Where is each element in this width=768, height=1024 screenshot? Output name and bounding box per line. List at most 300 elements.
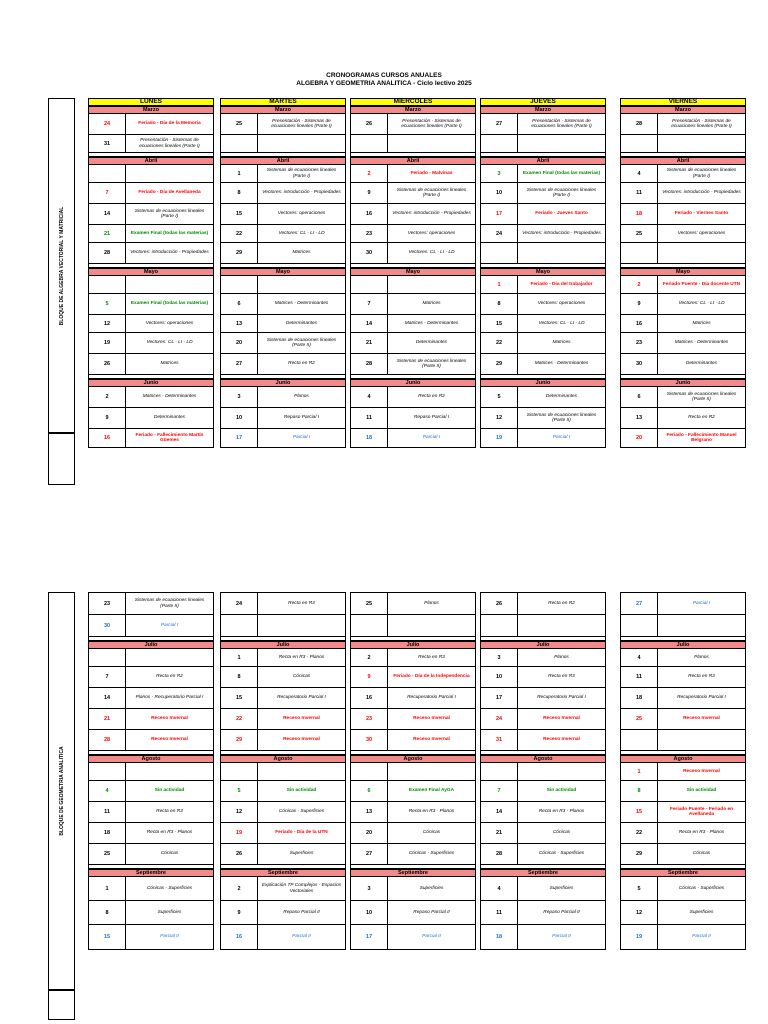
schedule-row: [351, 408, 475, 429]
schedule-row: [621, 387, 745, 408]
class-topic: Matrices: [552, 340, 571, 346]
class-topic: Superficies: [689, 909, 714, 915]
class-topic: [518, 615, 605, 636]
date-number: 1: [89, 877, 126, 900]
schedule-row: [221, 114, 345, 135]
title-line-2: ALGEBRA Y GEOMETRIA ANALITICA - Ciclo lectivo 2025: [296, 80, 472, 87]
class-topic: Planos: [424, 600, 439, 606]
schedule-row: [481, 688, 605, 709]
date-number: 19: [481, 429, 518, 447]
date-number: 6: [621, 387, 658, 407]
month-header: Junio: [221, 379, 345, 387]
day-header: JUEVES: [481, 98, 605, 106]
date-number: 6: [221, 294, 258, 314]
date-number: 9: [351, 667, 388, 687]
date-number: 13: [351, 802, 388, 822]
date-number: 3: [221, 387, 258, 407]
schedule-row: [481, 408, 605, 429]
class-topic: Matrices - Determinantes: [674, 340, 729, 346]
class-topic: Recta en R3: [418, 654, 445, 660]
class-topic: [518, 243, 605, 263]
month-header: Agosto: [89, 755, 213, 763]
class-topic: Repaso Parcial I: [283, 415, 320, 421]
class-topic: Matrices - Determinantes: [534, 361, 589, 367]
date-number: 5: [621, 877, 658, 900]
date-number: 31: [481, 730, 518, 750]
class-topic: Matrices - Determinantes: [274, 301, 329, 307]
class-topic: Determinantes: [415, 340, 448, 346]
date-number: 4: [351, 387, 388, 407]
date-number: [621, 615, 658, 636]
schedule-row: [221, 315, 345, 333]
schedule-row: [351, 667, 475, 688]
date-number: 26: [351, 114, 388, 134]
date-number: 25: [351, 593, 388, 614]
class-topic: Receso Invernal: [413, 737, 450, 743]
class-topic: [258, 135, 345, 152]
date-number: 16: [89, 429, 126, 447]
date-number: 25: [621, 709, 658, 729]
date-number: 29: [481, 354, 518, 374]
class-topic: Examen Final (todas las materias): [130, 301, 209, 307]
class-topic: [126, 649, 213, 666]
date-number: 7: [89, 667, 126, 687]
date-number: 18: [351, 429, 388, 447]
schedule-row: [221, 823, 345, 844]
class-topic: Recta en R3: [688, 674, 715, 680]
date-number: 25: [621, 225, 658, 242]
schedule-row: [621, 709, 745, 730]
date-number: [621, 730, 658, 750]
class-topic: Feriado - Fallecimiento Martín Güemes: [135, 432, 204, 443]
class-topic: Examen Final AyGA: [408, 788, 455, 794]
class-topic: Planos - Recuperatorio Parcial I: [135, 695, 204, 701]
month-header: Agosto: [621, 755, 745, 763]
day-column: [480, 592, 606, 950]
schedule-row: [89, 225, 213, 243]
class-topic: Recta en R3 - Planos: [538, 809, 585, 815]
class-topic: Presentación - Sistemas de ecuaciones lineales (Parte I): [531, 118, 592, 129]
schedule-row: [221, 408, 345, 429]
schedule-row: [481, 294, 605, 315]
date-number: 2: [351, 165, 388, 182]
date-number: 11: [621, 183, 658, 203]
date-number: 3: [351, 877, 388, 900]
schedule-row: [621, 802, 745, 823]
day-header: MARTES: [221, 98, 345, 106]
schedule-row: [621, 925, 745, 949]
date-number: 8: [221, 667, 258, 687]
schedule-row: [221, 763, 345, 781]
class-topic: Recta en R3 - Planos: [678, 830, 725, 836]
date-number: 18: [621, 204, 658, 224]
date-number: [481, 243, 518, 263]
month-header: Septiembre: [481, 869, 605, 877]
date-number: 30: [351, 730, 388, 750]
day-header: MIERCOLES: [351, 98, 475, 106]
class-topic: Parcial I: [692, 600, 711, 606]
schedule-row: [621, 135, 745, 153]
date-number: 11: [621, 667, 658, 687]
date-number: 10: [351, 901, 388, 924]
class-topic: Superficies: [549, 885, 574, 891]
document-title: [0, 72, 768, 88]
schedule-row: [621, 276, 745, 294]
month-header: Abril: [481, 157, 605, 165]
date-number: 4: [621, 165, 658, 182]
schedule-row: [221, 204, 345, 225]
date-number: 15: [481, 315, 518, 332]
class-topic: Recta en R3 - Planos: [146, 830, 193, 836]
schedule-row: [221, 183, 345, 204]
class-topic: Cónicas - Superficies: [278, 809, 325, 815]
schedule-row: [481, 781, 605, 802]
schedule-row: [89, 183, 213, 204]
schedule-row: [621, 225, 745, 243]
date-number: 9: [351, 183, 388, 203]
month-header: Septiembre: [621, 869, 745, 877]
schedule-row: [89, 877, 213, 901]
date-number: 28: [481, 844, 518, 864]
schedule-row: [621, 243, 745, 264]
day-header: LUNES: [89, 98, 213, 106]
schedule-row: [221, 294, 345, 315]
class-topic: Recta en R3: [548, 674, 575, 680]
date-number: [221, 135, 258, 152]
schedule-row: [481, 183, 605, 204]
schedule-row: [621, 294, 745, 315]
schedule-row: [89, 593, 213, 615]
class-topic: Receso Invernal: [283, 737, 320, 743]
date-number: [351, 135, 388, 152]
schedule-row: [351, 802, 475, 823]
date-number: 28: [621, 114, 658, 134]
month-header: Julio: [351, 641, 475, 649]
class-topic: [658, 730, 745, 750]
date-number: 27: [621, 593, 658, 614]
class-topic: [658, 135, 745, 152]
date-number: 26: [221, 844, 258, 864]
schedule-row: [89, 925, 213, 949]
class-topic: Presentación - Sistemas de ecuaciones lineales (Parte I): [139, 138, 200, 149]
schedule-row: [621, 823, 745, 844]
date-number: 3: [481, 165, 518, 182]
date-number: 25: [89, 844, 126, 864]
class-topic: [258, 615, 345, 636]
class-topic: Repaso Parcial II: [283, 909, 320, 915]
date-number: 21: [351, 333, 388, 353]
class-topic: Presentación - Sistemas de ecuaciones lineales (Parte I): [401, 118, 462, 129]
schedule-row: [89, 709, 213, 730]
schedule-row: [89, 901, 213, 925]
schedule-row: [221, 354, 345, 375]
date-number: 24: [481, 225, 518, 242]
date-number: [481, 135, 518, 152]
schedule-row: [481, 315, 605, 333]
schedule-row: [221, 667, 345, 688]
class-topic: Cónicas: [692, 851, 711, 857]
month-header: Abril: [351, 157, 475, 165]
schedule-row: [221, 225, 345, 243]
schedule-row: [221, 709, 345, 730]
month-header: Julio: [89, 641, 213, 649]
class-topic: Parcial I: [552, 435, 571, 441]
class-topic: Repaso Parcial II: [413, 909, 450, 915]
schedule-row: [621, 429, 745, 447]
schedule-row: [621, 781, 745, 802]
date-number: 7: [89, 183, 126, 203]
schedule-row: [89, 135, 213, 153]
schedule-row: [481, 165, 605, 183]
date-number: [621, 135, 658, 152]
class-topic: Determinantes: [285, 320, 318, 326]
month-header: Julio: [481, 641, 605, 649]
date-number: [351, 615, 388, 636]
date-number: 23: [351, 709, 388, 729]
class-topic: Recta en R3: [156, 809, 183, 815]
date-number: 27: [221, 354, 258, 374]
date-number: 10: [481, 667, 518, 687]
date-number: 12: [89, 315, 126, 332]
date-number: 24: [221, 593, 258, 614]
schedule-row: [481, 204, 605, 225]
class-topic: Receso Invernal: [543, 716, 580, 722]
class-topic: Parcial II: [692, 934, 711, 940]
class-topic: Matrices: [160, 361, 179, 367]
date-number: 9: [89, 408, 126, 428]
class-topic: [258, 763, 345, 780]
class-topic: Examen Final (todas las materias): [130, 230, 209, 236]
date-number: 18: [481, 925, 518, 949]
date-number: 29: [221, 730, 258, 750]
date-number: 2: [621, 276, 658, 293]
class-topic: Cónicas - Superficies: [538, 851, 585, 857]
class-topic: [658, 243, 745, 263]
schedule-row: [221, 781, 345, 802]
class-topic: Feriado Puente - Día docente UTN: [662, 281, 741, 287]
date-number: 23: [351, 225, 388, 242]
class-topic: Recuperatorio Parcial I: [677, 695, 726, 701]
class-topic: Planos: [294, 394, 309, 400]
date-number: 20: [351, 823, 388, 843]
class-topic: Superficies: [419, 885, 444, 891]
date-number: 24: [89, 114, 126, 134]
class-topic: Parcial I: [160, 622, 179, 628]
class-topic: Cónicas: [422, 830, 441, 836]
class-topic: Superficies: [157, 909, 182, 915]
schedule-row: [481, 225, 605, 243]
class-topic: Determinantes: [545, 394, 578, 400]
date-number: 16: [351, 204, 388, 224]
date-number: 16: [351, 688, 388, 708]
class-topic: Feriado Puente - Feriado en Avellaneda: [669, 806, 734, 817]
schedule-row: [351, 844, 475, 865]
date-number: 1: [481, 276, 518, 293]
schedule-row: [621, 844, 745, 865]
class-topic: [388, 615, 475, 636]
class-topic: Cónicas: [552, 830, 571, 836]
month-header: Marzo: [481, 106, 605, 114]
class-topic: [518, 135, 605, 152]
schedule-row: [351, 781, 475, 802]
schedule-row: [621, 333, 745, 354]
month-header: Mayo: [221, 268, 345, 276]
class-topic: [658, 615, 745, 636]
schedule-row: [221, 333, 345, 354]
schedule-row: [621, 114, 745, 135]
schedule-row: [351, 387, 475, 408]
date-number: 12: [481, 408, 518, 428]
schedule-row: [481, 730, 605, 751]
date-number: 10: [221, 408, 258, 428]
class-topic: Sin actividad: [154, 788, 185, 794]
class-topic: Presentación - Sistemas de ecuaciones lineales (Parte I): [271, 118, 332, 129]
schedule-row: [351, 429, 475, 447]
class-topic: Recta en R2: [288, 361, 315, 367]
schedule-row: [221, 802, 345, 823]
class-topic: Receso Invernal: [283, 716, 320, 722]
schedule-row: [481, 877, 605, 901]
class-topic: Sistemas de ecuaciones lineales (Parte II): [666, 391, 737, 402]
date-number: 30: [89, 615, 126, 636]
date-number: 19: [89, 333, 126, 353]
class-topic: [388, 276, 475, 293]
date-number: [351, 276, 388, 293]
schedule-row: [221, 901, 345, 925]
schedule-row: [221, 649, 345, 667]
class-topic: Parcial II: [160, 934, 179, 940]
date-number: 11: [481, 901, 518, 924]
date-number: 1: [221, 649, 258, 666]
schedule-row: [221, 276, 345, 294]
schedule-row: [89, 667, 213, 688]
class-topic: Explicación TP Complejos - Espacios Vectoriales: [261, 883, 342, 894]
schedule-row: [89, 294, 213, 315]
class-topic: Vectores: operaciones: [677, 230, 726, 236]
date-number: 31: [89, 135, 126, 152]
class-topic: Superficies: [289, 851, 314, 857]
schedule-row: [89, 688, 213, 709]
date-number: 9: [621, 294, 658, 314]
class-topic: Matrices: [692, 320, 711, 326]
schedule-row: [481, 333, 605, 354]
class-topic: Vectores: operaciones: [407, 230, 456, 236]
class-topic: Sistemas de ecuaciones lineales (Parte II): [134, 598, 205, 609]
month-header: Marzo: [351, 106, 475, 114]
schedule-row: [351, 225, 475, 243]
date-number: [351, 763, 388, 780]
schedule-row: [89, 276, 213, 294]
day-header: VIERNES: [621, 98, 745, 106]
month-header: Julio: [221, 641, 345, 649]
schedule-row: [351, 649, 475, 667]
date-number: 2: [89, 387, 126, 407]
class-topic: Cónicas - Superficies: [678, 885, 725, 891]
schedule-row: [621, 593, 745, 615]
schedule-row: [351, 593, 475, 615]
day-column: [88, 98, 214, 448]
schedule-row: [481, 844, 605, 865]
schedule-row: [221, 844, 345, 865]
date-number: 17: [481, 204, 518, 224]
date-number: 27: [351, 844, 388, 864]
schedule-row: [351, 688, 475, 709]
date-number: 2: [221, 877, 258, 900]
schedule-row: [351, 276, 475, 294]
schedule-row: [351, 925, 475, 949]
date-number: 15: [89, 925, 126, 949]
class-topic: Vectores: introducción - Propiedades: [262, 190, 341, 196]
schedule-row: [621, 649, 745, 667]
schedule-row: [351, 135, 475, 153]
date-number: 5: [481, 387, 518, 407]
date-number: 23: [89, 593, 126, 614]
schedule-row: [89, 823, 213, 844]
class-topic: Recta en R3: [288, 600, 315, 606]
class-topic: [126, 165, 213, 182]
class-topic: Feriado - Jueves Santo: [535, 211, 588, 217]
date-number: 1: [621, 763, 658, 780]
class-topic: Recuperatorio Parcial I: [537, 695, 586, 701]
class-topic: Vectores: operaciones: [277, 211, 326, 217]
schedule-row: [221, 593, 345, 615]
schedule-row: [221, 165, 345, 183]
date-number: 22: [221, 225, 258, 242]
date-number: 19: [221, 823, 258, 843]
class-topic: [126, 276, 213, 293]
schedule-row: [481, 709, 605, 730]
class-topic: Receso Invernal: [413, 716, 450, 722]
class-topic: Cónicas - Superficies: [408, 851, 455, 857]
month-header: Abril: [621, 157, 745, 165]
month-header: Agosto: [351, 755, 475, 763]
month-header: Abril: [89, 157, 213, 165]
date-number: [221, 615, 258, 636]
schedule-row: [221, 387, 345, 408]
class-topic: Sistemas de ecuaciones lineales (Parte II): [266, 337, 337, 348]
schedule-row: [89, 243, 213, 264]
schedule-row: [621, 730, 745, 751]
schedule-row: [481, 925, 605, 949]
block-label-spacer: [48, 433, 75, 485]
date-number: 5: [221, 781, 258, 801]
date-number: 17: [351, 925, 388, 949]
schedule-row: [481, 387, 605, 408]
date-number: 24: [481, 709, 518, 729]
class-topic: Vectores: introducción - Propiedades: [392, 211, 471, 217]
class-topic: Vectores: CL - LI - LD: [408, 250, 455, 256]
class-topic: Recta en R2: [156, 674, 183, 680]
date-number: 16: [621, 315, 658, 332]
class-topic: Sistemas de ecuaciones lineales (Parte I): [666, 168, 737, 179]
date-number: 19: [621, 925, 658, 949]
date-number: 6: [351, 781, 388, 801]
date-number: 26: [481, 593, 518, 614]
date-number: 14: [89, 688, 126, 708]
schedule-row: [351, 183, 475, 204]
class-topic: Receso Invernal: [543, 737, 580, 743]
schedule-row: [221, 243, 345, 264]
date-number: 7: [351, 294, 388, 314]
schedule-row: [481, 823, 605, 844]
schedule-row: [351, 354, 475, 375]
schedule-row: [221, 730, 345, 751]
date-number: 25: [221, 114, 258, 134]
date-number: 8: [621, 781, 658, 801]
class-topic: Parcial II: [552, 934, 571, 940]
date-number: 30: [351, 243, 388, 263]
schedule-row: [89, 781, 213, 802]
